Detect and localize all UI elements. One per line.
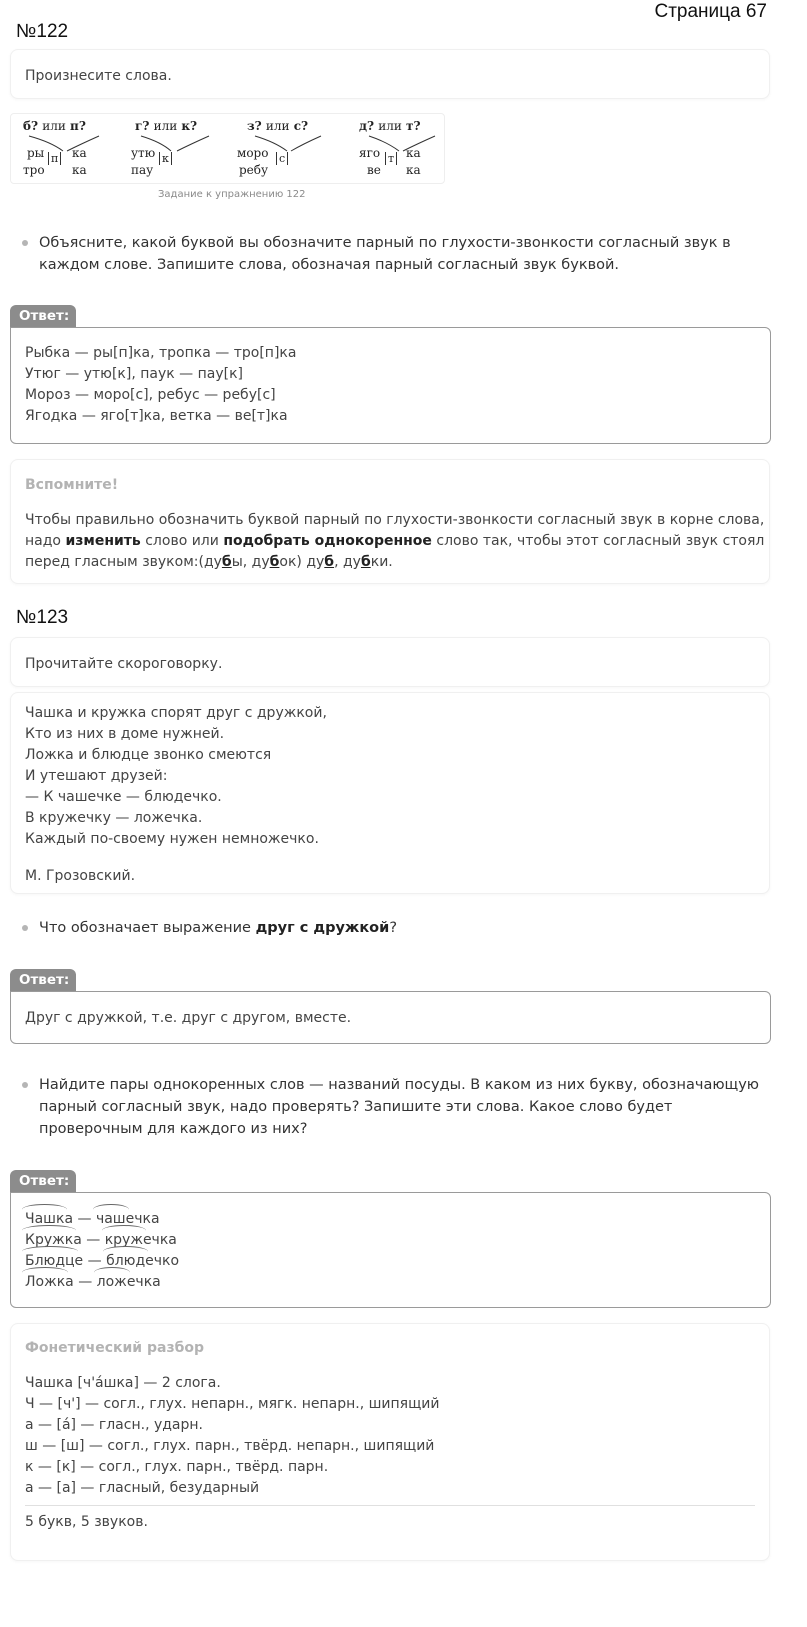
- instruction-text: Прочитайте скороговорку.: [25, 656, 223, 672]
- figure-word: тро: [23, 163, 45, 177]
- figure-word: яго: [359, 146, 381, 160]
- bullet-icon: [22, 1082, 28, 1088]
- instruction-card-123: [10, 637, 770, 687]
- root-arc: Чашк: [25, 1209, 64, 1230]
- root-arc: Кружк: [25, 1230, 73, 1251]
- bullet-question-122: [22, 232, 762, 276]
- poem-line: Каждый по-своему нужен немножечко.: [25, 831, 319, 847]
- answer-tab: Ответ:: [10, 1170, 76, 1192]
- root-arc: чаш: [96, 1209, 126, 1230]
- phonetic-line: а — [а] — гласный, безударный: [25, 1480, 260, 1496]
- exercise-figure: [10, 113, 445, 184]
- answer-tab: Ответ:: [10, 969, 76, 991]
- root-arc: Блюдц: [25, 1251, 75, 1272]
- phonetic-line: Чашка [ч'а́шка] — 2 слога.: [25, 1375, 221, 1391]
- poem-line: И утешают друзей:: [25, 768, 168, 784]
- answer-pair: Чашка — чашечка: [25, 1209, 756, 1230]
- answer-line: Утюг — утю[к], паук — пау[к]: [25, 366, 244, 382]
- instruction-card-122: [10, 49, 770, 99]
- instruction-text: Произнесите слова.: [25, 68, 172, 84]
- bullet-icon: [22, 925, 28, 931]
- answer-pair: Блюдце — блюдечко: [25, 1251, 756, 1272]
- phonetic-line: к — [к] — согл., глух. парн., твёрд. парн.: [25, 1459, 329, 1475]
- bullet-question-123-2: [22, 1074, 762, 1140]
- divider: [25, 1505, 755, 1506]
- bullet-question-123-1: [22, 917, 762, 939]
- poem-card: [10, 692, 770, 894]
- answer-line: Рыбка — ры[п]ка, тропка — тро[п]ка: [25, 345, 297, 361]
- question-text: Найдите пары однокоренных слов — названий посуды. В каком из них букву, обозначающую парный согласный звук, надо проверять? Запишите эти слова. Какое слово будет проверочным для каждого из них?: [39, 1077, 759, 1137]
- figure-word: моро: [237, 146, 269, 160]
- figure-header-4: д? или т?: [359, 119, 421, 133]
- poem-line: В кружечку — ложечка.: [25, 810, 203, 826]
- figure-header-2: г? или к?: [135, 119, 198, 133]
- phonetic-line: ш — [ш] — согл., глух. парн., твёрд. непарн., шипящий: [25, 1438, 435, 1454]
- phonetic-title: Фонетический разбор: [25, 1340, 205, 1356]
- phonetic-line: Ч — [ч'] — согл., глух. непарн., мягк. непарн., шипящий: [25, 1396, 440, 1412]
- figure-box: т: [385, 152, 397, 165]
- answer-line: Ягодка — яго[т]ка, ветка — ве[т]ка: [25, 408, 288, 424]
- question-text: Что обозначает выражение друг с дружкой?: [39, 920, 398, 936]
- phonetic-summary: 5 букв, 5 звуков.: [25, 1514, 148, 1530]
- remember-text-3: перед гласным звуком:(дубы, дубок) дуб, дубки.: [25, 554, 393, 570]
- bullet-icon: [22, 240, 28, 246]
- figure-word: ка: [406, 163, 421, 177]
- root-arc: блюд: [106, 1251, 145, 1272]
- figure-word: ка: [72, 146, 87, 160]
- figure-header-1: б? или п?: [23, 119, 86, 133]
- task-number-122: №122: [16, 21, 69, 42]
- poem-line: Чашка и кружка спорят друг с дружкой,: [25, 705, 327, 721]
- figure-word: ры: [27, 146, 45, 160]
- figure-word: утю: [131, 146, 156, 160]
- answer-pair: Кружка — кружечка: [25, 1230, 756, 1251]
- root-arc: круж: [105, 1230, 143, 1251]
- root-arc: Ложк: [25, 1272, 65, 1293]
- figure-word: ве: [367, 163, 381, 177]
- phonetic-card: [10, 1323, 770, 1561]
- remember-text-1: Чтобы правильно обозначить буквой парный по глухости-звонкости согласный звук в корне слова,: [25, 512, 765, 528]
- figure-word: ка: [406, 146, 421, 160]
- answer-box-122: [10, 327, 771, 444]
- figure-box: с: [276, 152, 288, 165]
- poem-line: — К чашечке — блюдечко.: [25, 789, 222, 805]
- phonetic-line: а — [а́] — гласн., ударн.: [25, 1417, 204, 1433]
- figure-box: п: [48, 152, 61, 165]
- figure-word: ка: [72, 163, 87, 177]
- poem-line: Кто из них в доме нужней.: [25, 726, 225, 742]
- answer-pair: Ложка — ложечка: [25, 1272, 756, 1293]
- page-number: Страница 67: [654, 1, 767, 22]
- remember-title: Вспомните!: [25, 477, 119, 493]
- poem-line: Ложка и блюдце звонко смеются: [25, 747, 272, 763]
- figure-header-3: з? или с?: [247, 119, 309, 133]
- answer-tab: Ответ:: [10, 305, 76, 327]
- figure-word: ребу: [239, 163, 269, 177]
- poem-author: М. Грозовский.: [25, 868, 136, 884]
- answer-line: Друг с дружкой, т.е. друг с другом, вместе.: [25, 1010, 352, 1026]
- remember-text-2: надо изменить слово или подобрать однокоренное слово так, чтобы этот согласный звук стоял: [25, 533, 765, 549]
- remember-card: [10, 459, 770, 584]
- root-arc: лож: [97, 1272, 127, 1293]
- question-text: Объясните, какой буквой вы обозначите парный по глухости-звонкости согласный звук в каждом слове. Запишите слова, обозначая парный согласный звук буквой.: [39, 235, 731, 273]
- answer-line: Мороз — моро[с], ребус — ребу[с]: [25, 387, 276, 403]
- answer-box-123-2: [10, 1192, 771, 1308]
- figure-caption: Задание к упражнению 122: [158, 189, 306, 200]
- figure-word: пау: [131, 163, 154, 177]
- task-number-123: №123: [16, 607, 69, 628]
- figure-box: к: [159, 152, 172, 165]
- answer-box-123-1: [10, 991, 771, 1044]
